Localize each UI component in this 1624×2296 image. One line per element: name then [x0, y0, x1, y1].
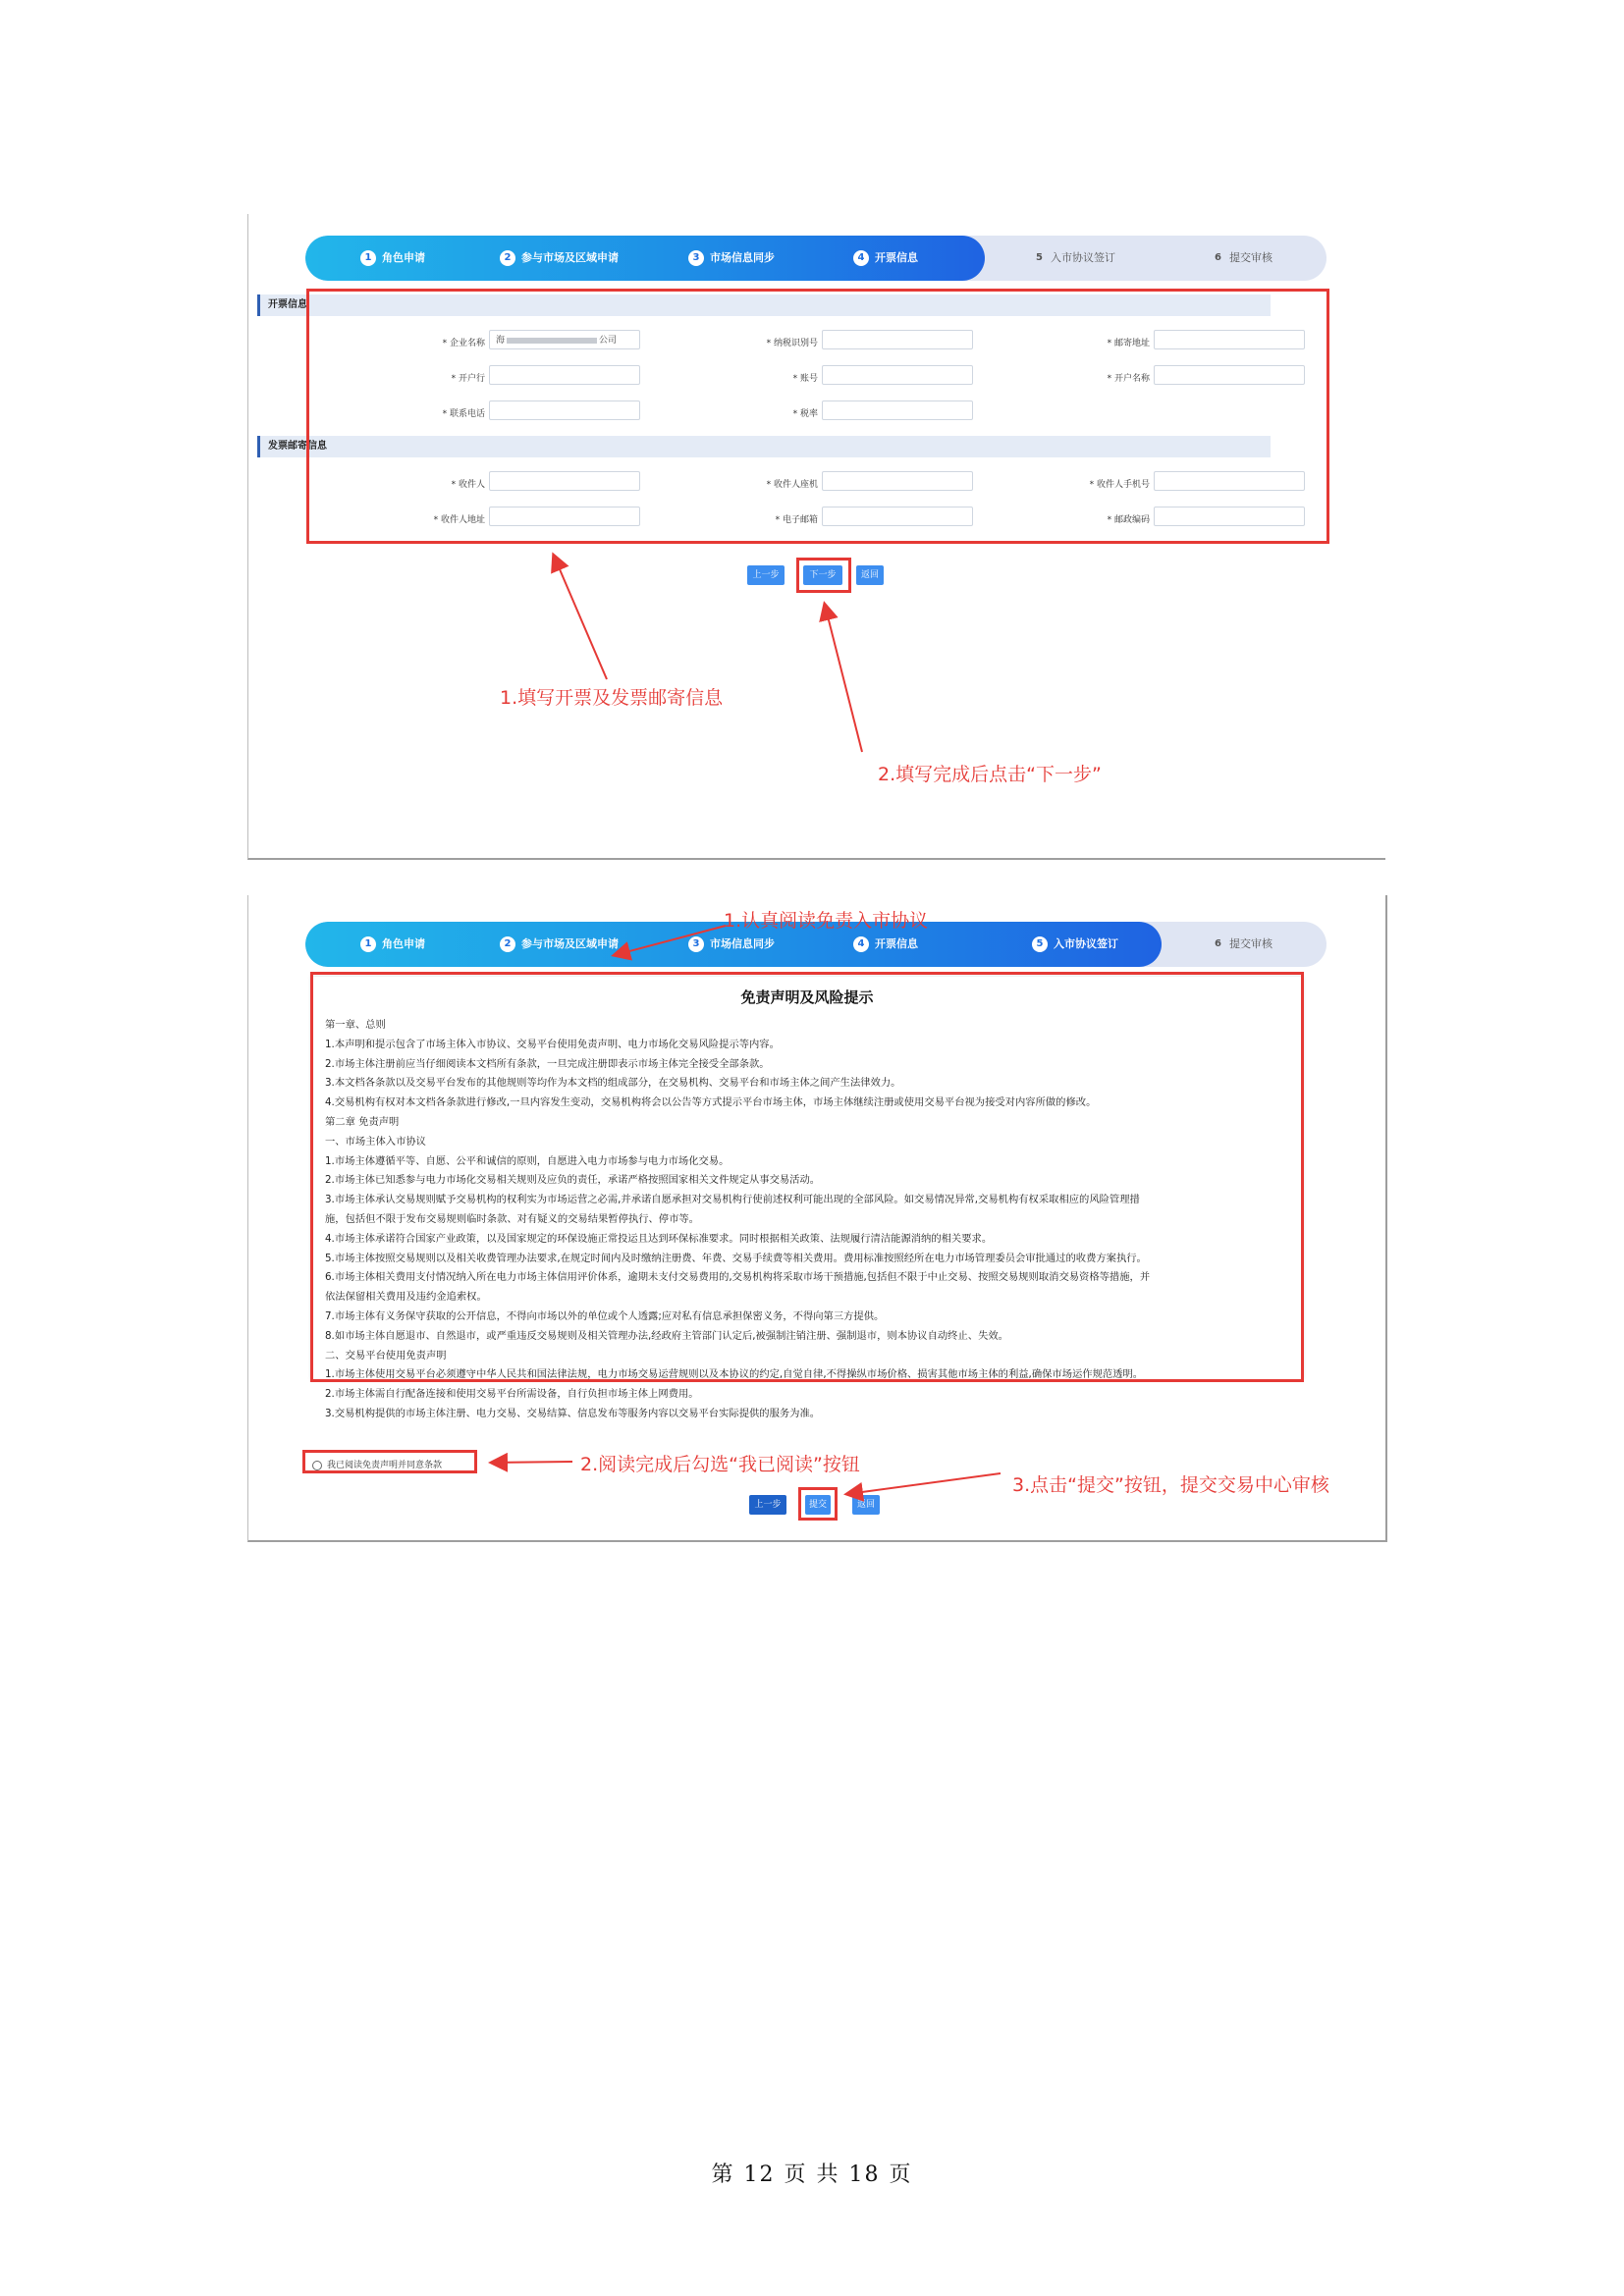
- step-label: 市场信息同步: [710, 937, 775, 950]
- disclaimer-line: 2.市场主体需自行配备连接和使用交易平台所需设备，自行负担市场主体上网费用。: [325, 1388, 699, 1401]
- tax-id-label: * 纳税识别号: [766, 339, 818, 348]
- back-button[interactable]: 返回: [852, 1495, 880, 1515]
- prev-step-button[interactable]: 上一步: [749, 1495, 786, 1515]
- disclaimer-line: 二、交易平台使用免责声明: [325, 1349, 447, 1362]
- step-label: 市场信息同步: [710, 251, 775, 264]
- step-label: 开票信息: [875, 937, 918, 950]
- step-label: 提交审核: [1228, 251, 1272, 264]
- arrow-to-checkbox: [492, 1462, 572, 1463]
- step-label: 参与市场及区域申请: [521, 937, 619, 950]
- recipient-label: * 收件人: [451, 480, 485, 490]
- section-invoice-heading: 开票信息: [257, 294, 1271, 316]
- screenshot-disclaimer: [247, 895, 1387, 1542]
- postcode-label: * 邮政编码: [1107, 515, 1150, 525]
- step-label: 角色申请: [382, 937, 425, 950]
- account-name-label: * 开户名称: [1107, 374, 1150, 384]
- step-label: 开票信息: [875, 251, 918, 264]
- disclaimer-line: 1.市场主体遵循平等、自愿、公平和诚信的原则，自愿进入电力市场参与电力市场化交易。: [325, 1154, 730, 1167]
- annotation-click-next: 2.填写完成后点击“下一步”: [878, 764, 1102, 785]
- step-label: 提交审核: [1228, 937, 1272, 950]
- disclaimer-line: 3.本文档各条款以及交易平台发布的其他规则等均作为本文档的组成部分，在交易机构、交易平台和市场主体之间产生法律效力。: [325, 1077, 901, 1090]
- step-number: 3: [688, 250, 704, 266]
- submit-button[interactable]: 提交: [805, 1495, 831, 1515]
- disclaimer-line: 3.市场主体承认交易规则赋予交易机构的权利实为市场运营之必需,并承诺自愿承担对交易机构行使前述权利可能出现的全部风险。如交易情况异常,交易机构有权采取相应的风险管理措: [325, 1194, 1140, 1206]
- disclaimer-line: 第二章 免责声明: [325, 1115, 400, 1128]
- disclaimer-line: 1.市场主体使用交易平台必须遵守中华人民共和国法律法规，电力市场交易运营规则以及本协议的约定,自觉自律,不得操纵市场价格、损害其他市场主体的利益,确保市场运作规范透明。: [325, 1368, 1144, 1381]
- step-label: 入市协议签订: [1054, 937, 1118, 950]
- back-button[interactable]: 返回: [856, 565, 884, 585]
- arrow-to-submit: [847, 1473, 1001, 1494]
- step-number: 6: [1215, 938, 1221, 949]
- disclaimer-line: 5.市场主体按照交易规则以及相关收费管理办法要求,在规定时间内及时缴纳注册费、年费、交易手续费等相关费用。费用标准按照经所在电力市场管理委员会审批通过的收费方案执行。: [325, 1252, 1147, 1264]
- annotation-arrows: [248, 895, 1385, 1540]
- company-name-label: * 企业名称: [442, 339, 485, 348]
- disclaimer-title: 免责声明及风险提示: [740, 988, 874, 1006]
- step-label: 入市协议签订: [1050, 251, 1115, 264]
- annotation-check-read: 2.阅读完成后勾选“我已阅读”按钮: [580, 1454, 860, 1475]
- section-mail-heading: 发票邮寄信息: [257, 436, 1271, 457]
- disclaimer-line: 6.市场主体相关费用支付情况纳入所在电力市场主体信用评价体系，逾期未支付交易费用的,交易机构将采取市场干预措施,包括但不限于中止交易、按照交易规则取消交易资格等措施，并: [325, 1271, 1151, 1284]
- arrow-to-form: [554, 556, 607, 679]
- disclaimer-line: 3.交易机构提供的市场主体注册、电力交易、交易结算、信息发布等服务内容以交易平台实际提供的服务为准。: [325, 1407, 821, 1419]
- disclaimer-line: 依法保留相关费用及违约金追索权。: [325, 1291, 487, 1304]
- checkbox-label: 我已阅读免责声明并同意条款: [327, 1461, 443, 1470]
- arrow-to-agreement-step: [615, 926, 726, 955]
- disclaimer-line: 4.交易机构有权对本文档各条款进行修改,一旦内容发生变动，交易机构将会以公告等方式提示平台市场主体，市场主体继续注册或使用交易平台视为接受对内容所做的修改。: [325, 1096, 1097, 1109]
- arrow-to-next-button: [825, 605, 862, 752]
- step-number: 2: [500, 250, 515, 266]
- email-label: * 电子邮箱: [775, 515, 818, 525]
- disclaimer-line: 施，包括但不限于发布交易规则临时条款、对有疑义的交易结果暂停执行、停市等。: [325, 1212, 699, 1225]
- disclaimer-line: 8.如市场主体自愿退市、自然退市，或严重违反交易规则及相关管理办法,经政府主管部门认定后,被强制注销注册、强制退市，则本协议自动终止、失效。: [325, 1329, 1008, 1342]
- step-number: 4: [853, 250, 869, 266]
- next-step-button[interactable]: 下一步: [803, 565, 842, 585]
- annotation-arrows: [248, 214, 1385, 858]
- account-label: * 账号: [792, 374, 818, 384]
- disclaimer-line: 2.市场主体注册前应当仔细阅读本文档所有条款，一旦完成注册即表示市场主体完全接受全部条款。: [325, 1057, 770, 1070]
- tax-rate-label: * 税率: [792, 409, 818, 419]
- disclaimer-line: 第一章、总则: [325, 1019, 386, 1031]
- disclaimer-line: 2.市场主体已知悉参与电力市场化交易相关规则及应负的责任，承诺严格按照国家相关文件规定从事交易活动。: [325, 1174, 821, 1187]
- prev-step-button[interactable]: 上一步: [747, 565, 785, 585]
- annotation-click-submit: 3.点击“提交”按钮，提交交易中心审核: [1012, 1474, 1329, 1496]
- step-label: 参与市场及区域申请: [521, 251, 619, 264]
- disclaimer-line: 4.市场主体承诺符合国家产业政策，以及国家规定的环保设施正常投运且达到环保标准要求。同时根据相关政策、法规履行清洁能源消纳的相关要求。: [325, 1232, 993, 1245]
- phone-label: * 联系电话: [442, 409, 485, 419]
- step-number: 3: [688, 936, 704, 952]
- step-number: 2: [500, 936, 515, 952]
- page-footer: 第 12 页 共 18 页: [711, 2163, 913, 2187]
- screenshot-invoice-form: [247, 214, 1385, 860]
- step-number: 1: [360, 936, 376, 952]
- disclaimer-line: 一、市场主体入市协议: [325, 1135, 426, 1148]
- recipient-landline-label: * 收件人座机: [766, 480, 818, 490]
- recipient-mobile-label: * 收件人手机号: [1089, 480, 1150, 490]
- annotation-read-agreement: 1.认真阅读免责入市协议: [724, 910, 929, 932]
- step-number: 6: [1215, 252, 1221, 263]
- step-number: 1: [360, 250, 376, 266]
- disclaimer-line: 7.市场主体有义务保守获取的公开信息，不得向市场以外的单位或个人透露;应对私有信息承担保密义务，不得向第三方提供。: [325, 1309, 885, 1322]
- company-name-prefix: 海: [496, 336, 506, 346]
- mail-address-label: * 邮寄地址: [1107, 339, 1150, 348]
- step-number: 5: [1036, 252, 1043, 263]
- bank-label: * 开户行: [451, 374, 485, 384]
- step-number: 4: [853, 936, 869, 952]
- step-number: 5: [1032, 936, 1048, 952]
- step-label: 角色申请: [382, 251, 425, 264]
- company-name-suffix: 公司: [599, 336, 618, 346]
- recipient-address-label: * 收件人地址: [433, 515, 485, 525]
- annotation-fill-invoice: 1.填写开票及发票邮寄信息: [500, 687, 724, 709]
- disclaimer-line: 1.本声明和提示包含了市场主体入市协议、交易平台使用免责声明、电力市场化交易风险提示等内容。: [325, 1038, 780, 1050]
